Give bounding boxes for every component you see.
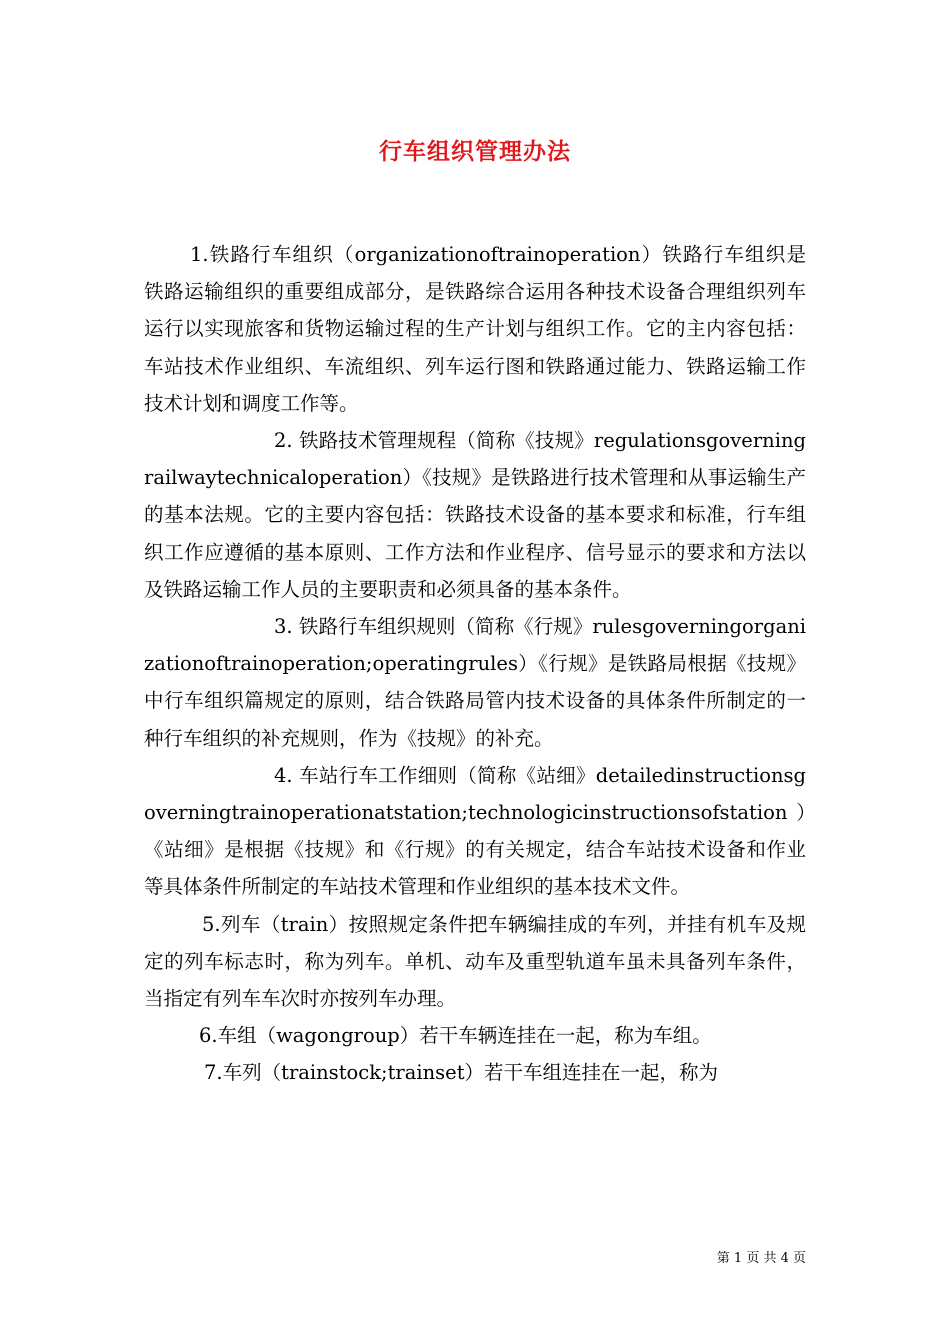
page-title: 行车组织管理办法 (379, 138, 571, 165)
paragraph-6: 6.车组（wagongroup）若干车辆连挂在一起，称为车组。 (199, 1024, 712, 1048)
paragraph-5: 5.列车（train）按照规定条件把车辆编挂成的车列，并挂有机车及规定的列车标志时，称为列车。单机、动车及重型轨道车虽未具备列车条件，当指定有列车车次时亦按列车办理。 (144, 912, 806, 1011)
page-number-footer: 第 1 页 共 4 页 (716, 1251, 806, 1266)
paragraph-1: 1.铁路行车组织（organizationoftrainoperation）铁路行车组织是铁路运输组织的重要组成部分，是铁路综合运用各种技术设备合理组织列车运行以实现旅客和货物运输过程的生产计划与组织工作。它的主内容包括：车站技术作业组织、车流组织、列车运行图和铁路通过能力、铁路运输工作技术计划和调度工作等。 (144, 243, 806, 415)
paragraph-3: 3. 铁路行车组织规则（简称《行规》rulesgoverningorganizationoftrainoperation;operatingrules）《行规》是铁路局根据《技规》中行车组织篇规定的原则，结合铁路局管内技术设备的具体条件所制定的一种行车组织的补充规则，作为《技规》的补充。 (144, 615, 806, 750)
document-body (144, 236, 806, 1092)
paragraph-4: 4. 车站行车工作细则（简称《站细》detailedinstructionsgoverningtrainoperationatstation;technologicinstructionsofstation）《站细》是根据《技规》和《行规》的有关规定，结合车站技术设备和作业等具体条件所制定的车站技术管理和作业组织的基本技术文件。 (144, 763, 806, 899)
paragraph-2: 2. 铁路技术管理规程（简称《技规》regulationsgoverningrailwaytechnicaloperation）《技规》是铁路进行技术管理和从事运输生产的基本法规。它的主要内容包括：铁路技术设备的基本要求和标准，行车组织工作应遵循的基本原则、工作方法和作业程序、信号显示的要求和方法以及铁路运输工作人员的主要职责和必须具备的基本条件。 (144, 429, 806, 601)
paragraph-7: 7.车列（trainstock;trainset）若干车组连挂在一起，称为 (204, 1061, 719, 1085)
